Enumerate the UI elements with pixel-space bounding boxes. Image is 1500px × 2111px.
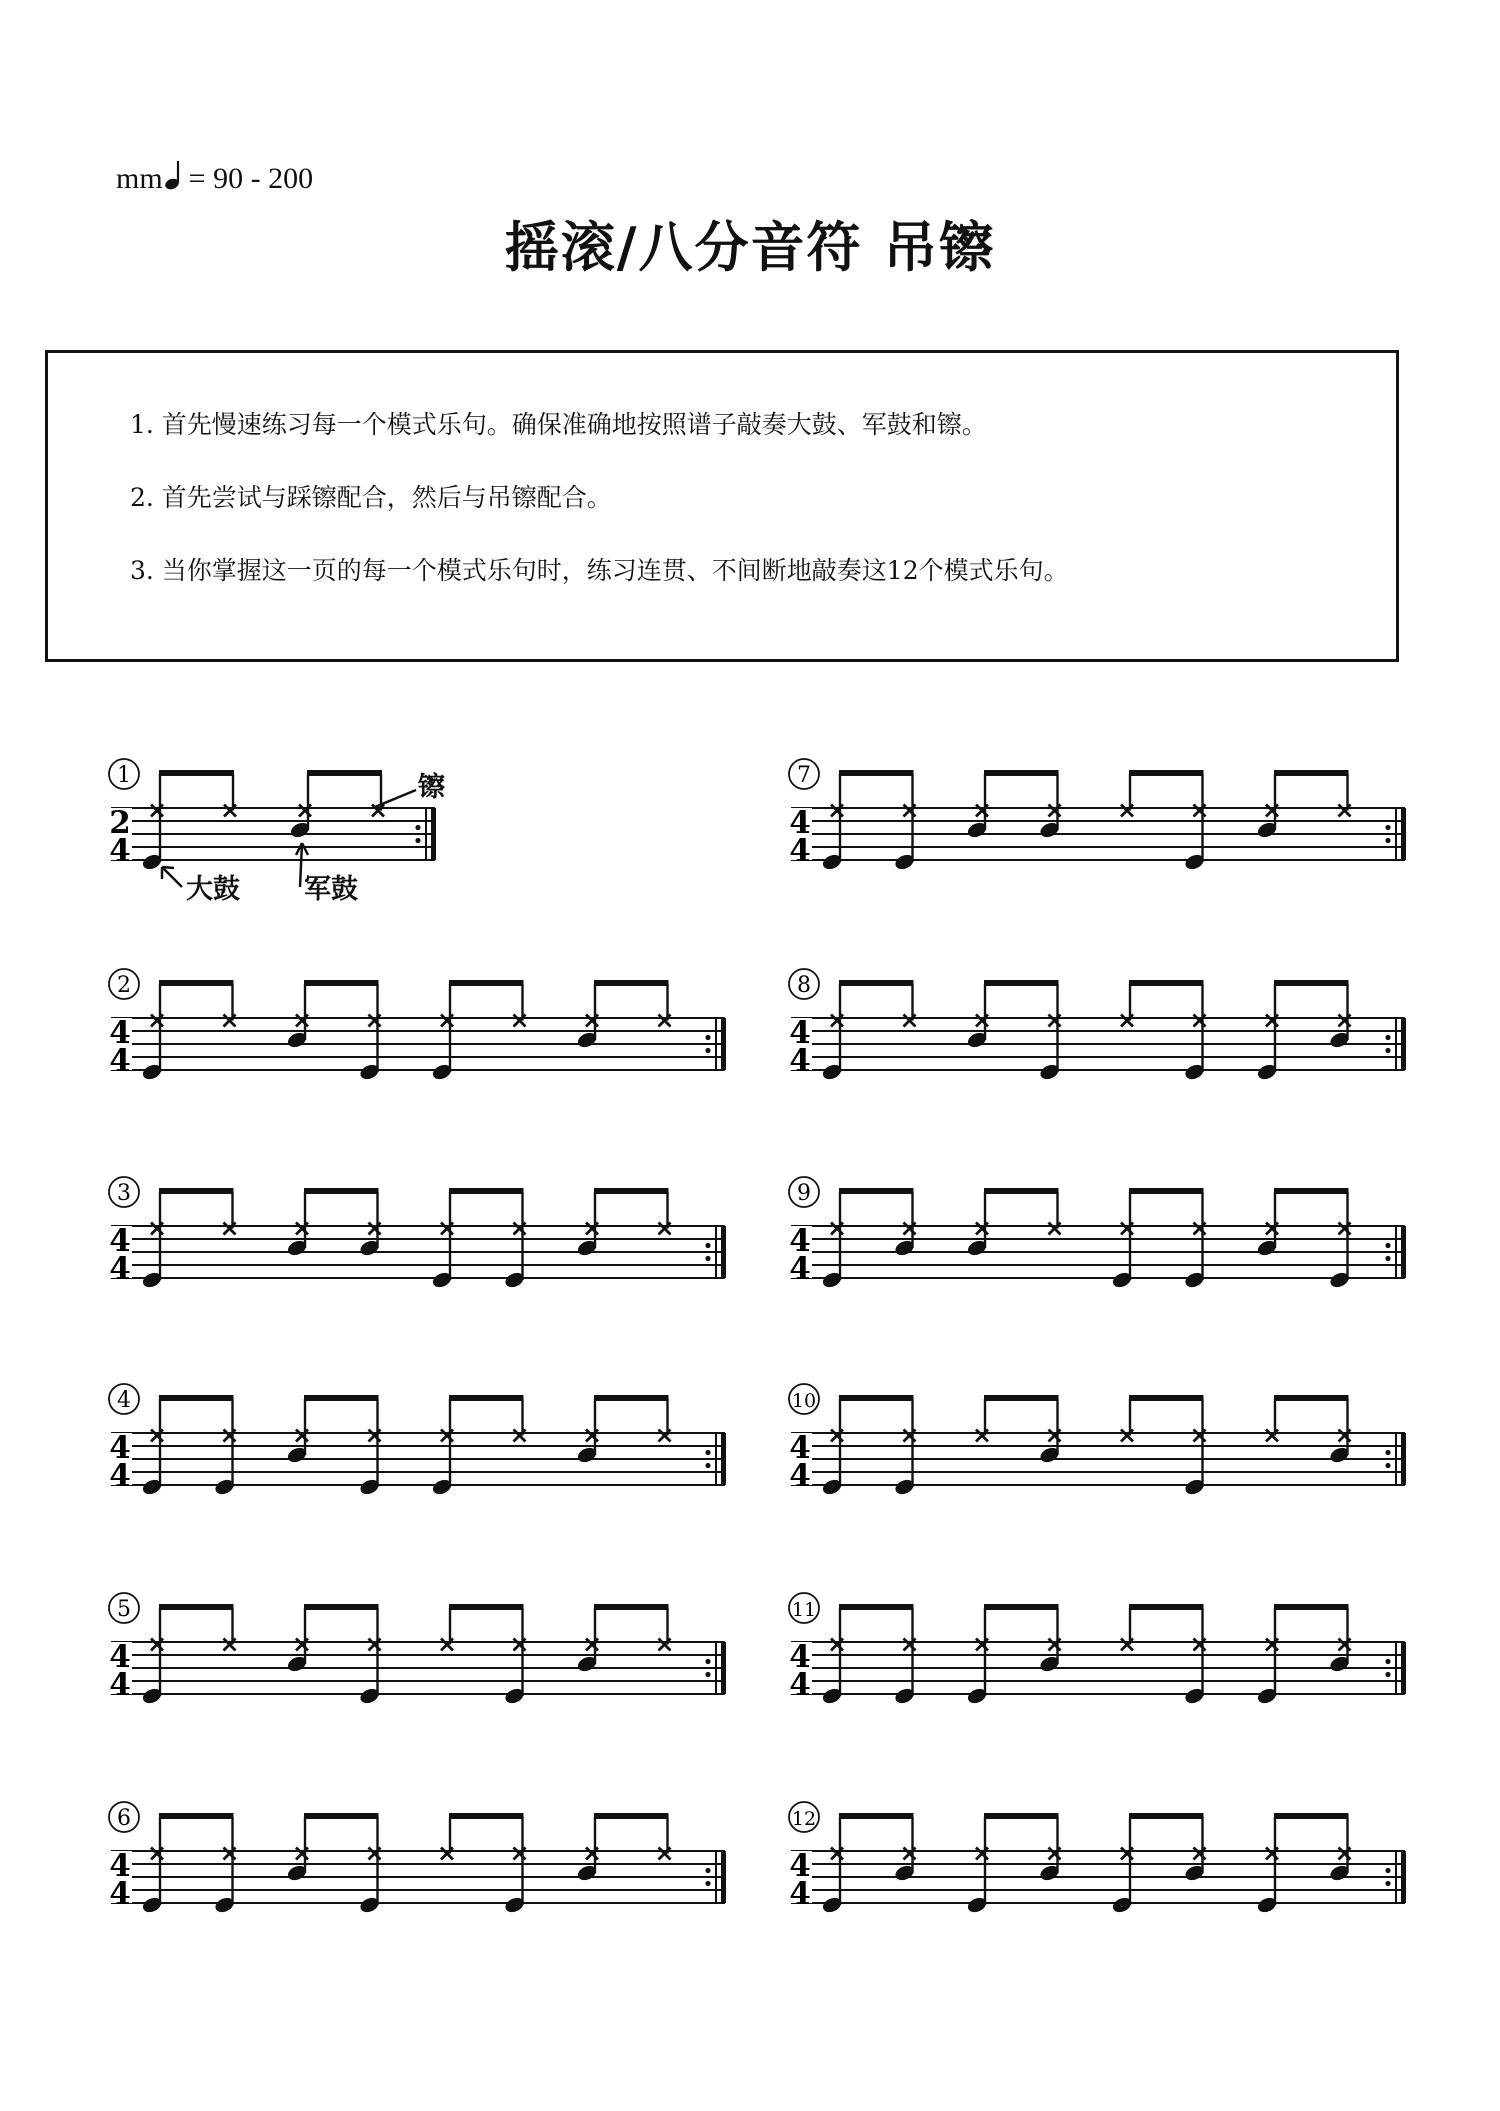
time-signature [108, 1639, 132, 1703]
note-x-B [431, 1399, 454, 1497]
note-x-S [286, 984, 309, 1050]
cymbal-notehead [831, 1223, 843, 1235]
note-x-B [893, 1399, 916, 1497]
svg-text:4: 4 [109, 1015, 131, 1051]
cymbal-notehead [831, 1639, 843, 1651]
cymbal-notehead [904, 1015, 916, 1027]
note-x-S [576, 1399, 599, 1465]
drum-staff [787, 1586, 1447, 1776]
beam [159, 770, 234, 776]
note-x-B [1256, 1608, 1279, 1706]
note-x-B [966, 1817, 989, 1915]
beam [984, 770, 1059, 776]
cymbal-notehead [976, 805, 988, 817]
note-x-B [141, 1399, 164, 1497]
note-x-B [1183, 1608, 1206, 1706]
beam [307, 770, 382, 776]
note-x-S [1256, 1192, 1279, 1258]
note-x-S [966, 984, 989, 1050]
cymbal-notehead [441, 1430, 453, 1442]
note-x-S [286, 1608, 309, 1674]
svg-text:6: 6 [117, 1806, 131, 1831]
exercise-7 [787, 752, 1447, 942]
cymbal-notehead [904, 1639, 916, 1651]
tempo-range: = 90 - 200 [188, 162, 314, 195]
note-x-S [1183, 1817, 1206, 1883]
exercise-2 [107, 962, 767, 1152]
beam [304, 1604, 379, 1610]
note-x-B [213, 1817, 236, 1915]
note-x-B [141, 984, 164, 1082]
svg-text:4: 4 [789, 1667, 811, 1703]
note-x-B [141, 1192, 164, 1290]
note-x-B [1038, 984, 1061, 1082]
note-x [1049, 1192, 1061, 1235]
drum-staff [787, 752, 1447, 942]
svg-text:4: 4 [109, 1458, 131, 1494]
note-x-S [1328, 1817, 1351, 1883]
time-signature [108, 1430, 132, 1494]
exercise-number [789, 1802, 819, 1832]
note-x-B [431, 1192, 454, 1290]
beam [594, 1604, 669, 1610]
cymbal-notehead [904, 805, 916, 817]
cymbal-notehead [831, 1848, 843, 1860]
cymbal-notehead [441, 1848, 453, 1860]
note-x [1266, 1399, 1278, 1442]
beam [1274, 1188, 1349, 1194]
cymbal-notehead [976, 1430, 988, 1442]
note-x-B [213, 1399, 236, 1497]
note-x-S [576, 984, 599, 1050]
svg-text:4: 4 [789, 1251, 811, 1287]
exercise-4 [107, 1377, 767, 1567]
cymbal-notehead [831, 1430, 843, 1442]
note-x-S [576, 1608, 599, 1674]
tempo-marking [116, 160, 313, 198]
note-x-S [1328, 984, 1351, 1050]
time-signature [108, 1848, 132, 1912]
beam [1274, 770, 1349, 776]
cymbal-notehead [514, 1430, 526, 1442]
note-x-S [1328, 1608, 1351, 1674]
exercise-8 [787, 962, 1447, 1152]
beam [984, 1395, 1059, 1401]
exercise-12 [787, 1795, 1447, 1985]
beam [1129, 980, 1204, 986]
beam [1274, 980, 1349, 986]
drum-staff [107, 962, 767, 1152]
time-signature [788, 1223, 812, 1287]
beam [304, 1395, 379, 1401]
note-x [1121, 984, 1133, 1027]
note-x-B [358, 1399, 381, 1497]
note-x-B [1183, 774, 1206, 872]
exercise-6 [107, 1795, 767, 1985]
cymbal-notehead [441, 1639, 453, 1651]
note-x-B [1111, 1192, 1134, 1290]
exercise-number [109, 1593, 139, 1623]
svg-text:9: 9 [797, 1181, 811, 1206]
svg-text:4: 4 [789, 1458, 811, 1494]
note-x-B [141, 1608, 164, 1706]
beam [839, 1813, 914, 1819]
beam [839, 980, 914, 986]
svg-text:4: 4 [117, 1388, 131, 1413]
svg-text:2: 2 [109, 805, 131, 841]
note-x-B [358, 1817, 381, 1915]
note-x-B [966, 1608, 989, 1706]
beam [304, 1188, 379, 1194]
time-signature [108, 1223, 132, 1287]
exercise-number [789, 969, 819, 999]
exercise-9 [787, 1170, 1447, 1360]
beam [449, 1604, 524, 1610]
svg-text:4: 4 [789, 1223, 811, 1259]
note-x-S [358, 1192, 381, 1258]
label-bass-drum: 大鼓 [186, 874, 240, 905]
time-signature [108, 805, 132, 869]
cymbal-notehead [296, 1223, 308, 1235]
cymbal-notehead [904, 1223, 916, 1235]
note-x-B [1328, 1192, 1351, 1290]
instructions-box [45, 350, 1399, 662]
drum-staff [107, 1586, 767, 1776]
page-title: 摇滚/八分音符 吊镲 [504, 216, 996, 279]
cymbal-notehead [296, 1430, 308, 1442]
svg-text:4: 4 [789, 805, 811, 841]
svg-text:4: 4 [109, 833, 131, 869]
time-signature [788, 1848, 812, 1912]
beam [1129, 1395, 1204, 1401]
drum-staff [787, 1377, 1447, 1567]
beam [1129, 1604, 1204, 1610]
note-x [441, 1817, 453, 1860]
svg-text:4: 4 [109, 1667, 131, 1703]
note-x-B [141, 774, 164, 872]
svg-text:5: 5 [117, 1597, 131, 1622]
note-x [659, 1192, 671, 1235]
note-x-S [1328, 1399, 1351, 1465]
note-x-S [286, 1399, 309, 1465]
svg-text:4: 4 [789, 1430, 811, 1466]
note-x [659, 1817, 671, 1860]
note-x-B [821, 1817, 844, 1915]
cymbal-notehead [369, 1015, 381, 1027]
cymbal-notehead [369, 1430, 381, 1442]
note-x-S [1038, 774, 1061, 840]
exercise-number [109, 1177, 139, 1207]
beam [159, 1604, 234, 1610]
exercise-10 [787, 1377, 1447, 1567]
svg-text:4: 4 [109, 1639, 131, 1675]
cymbal-notehead [514, 1015, 526, 1027]
cymbal-notehead [976, 1015, 988, 1027]
note-x [1121, 774, 1133, 817]
cymbal-notehead [586, 1848, 598, 1860]
svg-text:4: 4 [109, 1043, 131, 1079]
svg-text:1: 1 [117, 763, 131, 788]
label-snare: 军鼓 [304, 874, 358, 905]
note-x-S [289, 774, 312, 840]
svg-text:4: 4 [789, 1876, 811, 1912]
beam [159, 1395, 234, 1401]
beam [1274, 1813, 1349, 1819]
svg-text:4: 4 [109, 1430, 131, 1466]
svg-text:4: 4 [109, 1876, 131, 1912]
cymbal-notehead [976, 1639, 988, 1651]
exercise-number [109, 759, 139, 789]
beam [984, 980, 1059, 986]
beam [159, 980, 234, 986]
beam [449, 1188, 524, 1194]
beam [1274, 1395, 1349, 1401]
svg-text:8: 8 [797, 973, 811, 998]
beam [984, 1604, 1059, 1610]
cymbal-notehead [514, 1223, 526, 1235]
note-x [904, 984, 916, 1027]
note-x-B [1183, 1399, 1206, 1497]
note-x-B [893, 774, 916, 872]
cymbal-notehead [372, 805, 384, 817]
note-x-S [1256, 774, 1279, 840]
cymbal-notehead [514, 1848, 526, 1860]
drum-staff [107, 1170, 767, 1360]
beam [449, 980, 524, 986]
drum-staff [787, 1170, 1447, 1360]
cymbal-notehead [441, 1015, 453, 1027]
svg-text:4: 4 [789, 833, 811, 869]
beam [594, 1395, 669, 1401]
svg-text:12: 12 [791, 1808, 817, 1830]
note-x-S [576, 1817, 599, 1883]
note-x [224, 984, 236, 1027]
note-x-B [1111, 1817, 1134, 1915]
note-x-B [358, 984, 381, 1082]
cymbal-notehead [369, 1223, 381, 1235]
svg-text:10: 10 [791, 1390, 817, 1412]
svg-text:4: 4 [109, 1251, 131, 1287]
note-x-B [358, 1608, 381, 1706]
note-x [1121, 1399, 1133, 1442]
time-signature [788, 1639, 812, 1703]
cymbal-notehead [299, 805, 311, 817]
note-x-B [503, 1817, 526, 1915]
note-x-B [1183, 1192, 1206, 1290]
drum-staff [107, 1377, 767, 1567]
note-x-B [821, 1608, 844, 1706]
beam [1129, 770, 1204, 776]
drum-staff [787, 962, 1447, 1152]
beam [839, 1188, 914, 1194]
beam [594, 980, 669, 986]
exercise-number [109, 969, 139, 999]
cymbal-notehead [441, 1223, 453, 1235]
beam [304, 980, 379, 986]
beam [984, 1813, 1059, 1819]
note-x-B [821, 1192, 844, 1290]
cymbal-notehead [296, 1848, 308, 1860]
note-x [441, 1608, 453, 1651]
time-signature [108, 1015, 132, 1079]
cymbal-notehead [904, 1430, 916, 1442]
note-x-B [1183, 984, 1206, 1082]
note-x-B [821, 774, 844, 872]
beam [1129, 1188, 1204, 1194]
note-x-B [503, 1192, 526, 1290]
quarter-note-icon [165, 160, 185, 198]
note-x [372, 774, 384, 817]
time-signature [788, 1430, 812, 1494]
beam [839, 1604, 914, 1610]
exercise-3 [107, 1170, 767, 1360]
beam [159, 1188, 234, 1194]
svg-text:11: 11 [791, 1599, 817, 1621]
beam [449, 1395, 524, 1401]
note-x-S [286, 1192, 309, 1258]
note-x [659, 984, 671, 1027]
beam [1129, 1813, 1204, 1819]
instruction-3: 3. 当你掌握这一页的每一个模式乐句时，练习连贯、不间断地敲奏这12个模式乐句。 [130, 556, 1069, 585]
cymbal-notehead [831, 1015, 843, 1027]
cymbal-notehead [586, 1223, 598, 1235]
label-cymbal: 镲 [418, 772, 445, 803]
beam [304, 1813, 379, 1819]
cymbal-notehead [586, 1015, 598, 1027]
cymbal-notehead [831, 805, 843, 817]
svg-text:4: 4 [109, 1223, 131, 1259]
svg-text:4: 4 [789, 1639, 811, 1675]
beam [839, 1395, 914, 1401]
svg-text:4: 4 [789, 1848, 811, 1884]
exercise-11 [787, 1586, 1447, 1776]
cymbal-notehead [904, 1848, 916, 1860]
svg-text:4: 4 [789, 1015, 811, 1051]
note-x-S [1038, 1608, 1061, 1674]
cymbal-notehead [976, 1223, 988, 1235]
note-x [224, 1192, 236, 1235]
note-x-S [286, 1817, 309, 1883]
note-x-S [966, 774, 989, 840]
beam [449, 1813, 524, 1819]
note-x-B [821, 984, 844, 1082]
instruction-1: 1. 首先慢速练习每一个模式乐句。确保准确地按照谱子敲奏大鼓、军鼓和镲。 [130, 410, 987, 439]
note-x [1121, 1608, 1133, 1651]
exercise-number [789, 1177, 819, 1207]
cymbal-notehead [369, 1848, 381, 1860]
exercise-number [789, 759, 819, 789]
drum-staff [107, 1795, 767, 1985]
svg-text:7: 7 [797, 763, 811, 788]
beam [984, 1188, 1059, 1194]
note-x [659, 1399, 671, 1442]
time-signature [788, 1015, 812, 1079]
exercise-number [109, 1802, 139, 1832]
svg-text:2: 2 [117, 973, 131, 998]
cymbal-notehead [976, 1848, 988, 1860]
note-x [976, 1399, 988, 1442]
beam [839, 770, 914, 776]
note-x-S [966, 1192, 989, 1258]
svg-text:4: 4 [789, 1043, 811, 1079]
note-x [514, 984, 526, 1027]
note-x-S [1038, 1817, 1061, 1883]
note-x-S [1038, 1399, 1061, 1465]
note-x [224, 774, 236, 817]
exercise-number [789, 1593, 819, 1623]
exercise-5 [107, 1586, 767, 1776]
exercise-number [109, 1384, 139, 1414]
note-x [659, 1608, 671, 1651]
drum-staff [787, 1795, 1447, 1985]
note-x-B [1256, 984, 1279, 1082]
note-x [1339, 774, 1351, 817]
note-x-B [893, 1608, 916, 1706]
beam [1274, 1604, 1349, 1610]
note-x [514, 1399, 526, 1442]
cymbal-notehead [296, 1639, 308, 1651]
note-x-B [141, 1817, 164, 1915]
svg-text:3: 3 [117, 1181, 131, 1206]
time-signature [788, 805, 812, 869]
beam [594, 1188, 669, 1194]
note-x-B [503, 1608, 526, 1706]
note-x [224, 1608, 236, 1651]
beam [594, 1813, 669, 1819]
exercise-number [789, 1384, 819, 1414]
tempo-prefix: mm [116, 162, 163, 195]
beam [159, 1813, 234, 1819]
cymbal-notehead [296, 1015, 308, 1027]
note-x-B [1256, 1817, 1279, 1915]
note-x-B [821, 1399, 844, 1497]
instruction-2: 2. 首先尝试与踩镲配合，然后与吊镲配合。 [130, 483, 612, 512]
svg-text:4: 4 [109, 1848, 131, 1884]
note-x-S [576, 1192, 599, 1258]
cymbal-notehead [586, 1639, 598, 1651]
cymbal-notehead [586, 1430, 598, 1442]
cymbal-notehead [514, 1639, 526, 1651]
cymbal-notehead [369, 1639, 381, 1651]
note-x-B [431, 984, 454, 1082]
note-x-S [893, 1192, 916, 1258]
note-x-S [893, 1817, 916, 1883]
